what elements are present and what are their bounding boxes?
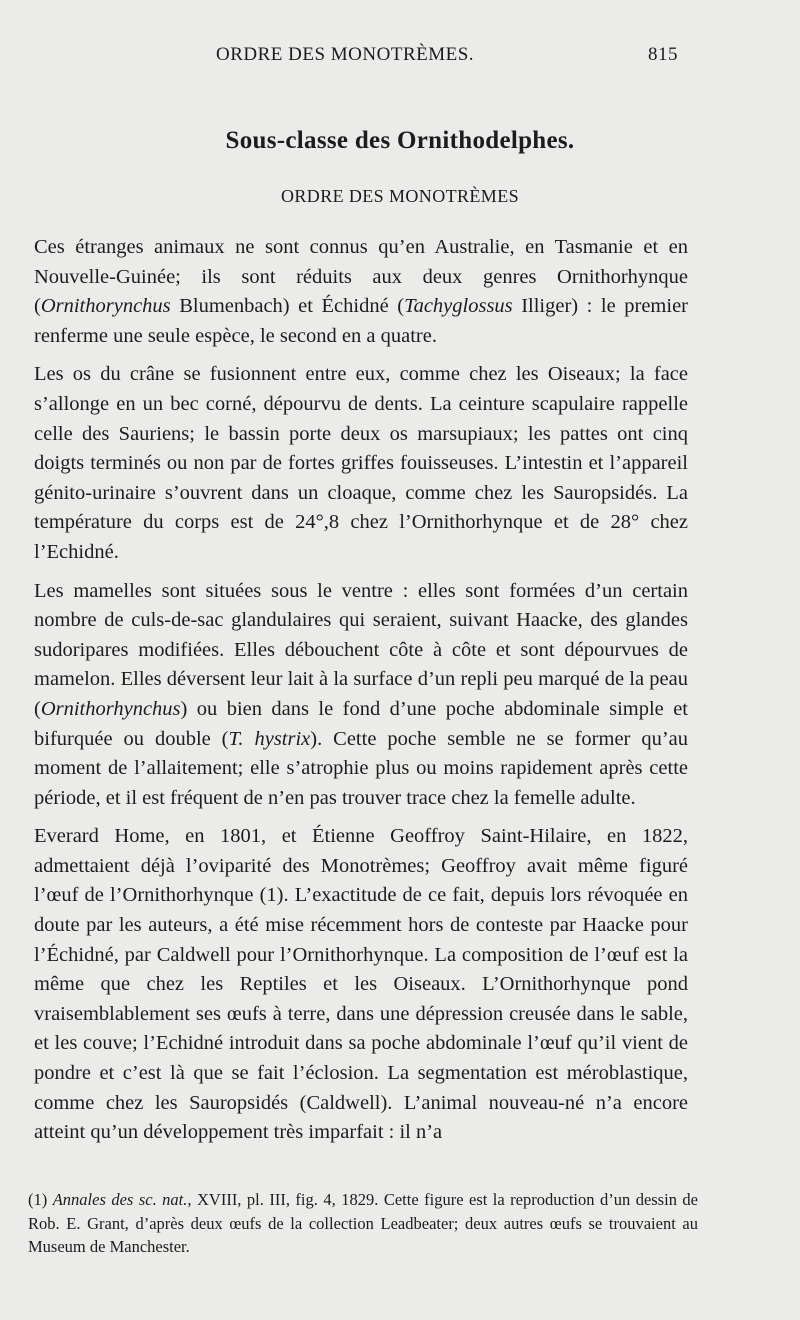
text-run: ) ou bien dans le fond d’une poche abdominale simple et bifurquée ou double ( <box>34 697 688 750</box>
paragraph-oviparity <box>34 822 688 1148</box>
italic-term: Ornithorynchus <box>40 295 171 318</box>
text-run: Ces étranges animaux ne sont connus qu’en Australie, en Tasmanie et en Nouvelle-Guinée; ils sont réduits aux deux genres Ornithorhynque ( <box>34 236 688 318</box>
body-text <box>34 233 688 1148</box>
italic-term: T. hystrix <box>228 727 311 750</box>
text-run: (1) <box>28 1190 53 1209</box>
footnote-text <box>28 1188 698 1259</box>
text-run: , XVIII, pl. III, fig. 4, 1829. Cette figure est la reproduction d’un dessin de Rob. E. Grant, d’après deux œufs de la collection Leadbeater; deux autres œufs se trouvaient au Museum de Manchester. <box>28 1190 698 1256</box>
text-run: Les os du crâne se fusionnent entre eux, comme chez les Oiseaux; la face s’allonge en un bec corné, dépourvu de dents. La ceinture scapulaire rappelle celle des Sauriens; le bassin porte deux os marsupiaux; les pattes ont cinq doigts terminés ou non par de fortes griffes fouisseuses. L’intestin et l’appareil génito-urinaire s’ouvrent dans un cloaque, comme chez les Sauropsidés. La température du corps est de 24°,8 chez l’Ornithorhynque et de 28° chez l’Echidné. <box>34 363 688 563</box>
subclass-heading: Sous-classe des Ornithodelphes. <box>225 127 575 154</box>
text-run: Blumenbach) et Échidné ( <box>170 295 405 318</box>
paragraph-anatomy <box>34 360 688 567</box>
running-header <box>0 44 800 74</box>
text-run: Les mamelles sont situées sous le ventre : elles sont formées d’un certain nombre de culs-de-sac glandulaires qui seraient, suivant Haacke, des glandes sudoripares modifiées. Elles débouchent côte à côte et sont dépourvues de mamelon. Elles déversent leur lait à la surface d’un repli peu marqué de la peau ( <box>34 579 688 720</box>
text-run: Illiger) : le premier renferme une seule espèce, le second en a quatre. <box>34 295 688 347</box>
running-title: ORDRE DES MONOTRÈMES. <box>216 44 475 65</box>
paragraph-mammary <box>34 577 688 814</box>
italic-term: Tachyglossus <box>404 295 513 318</box>
text-run: Everard Home, en 1801, et Étienne Geoffroy Saint-Hilaire, en 1822, admettaient déjà l’oviparité des Monotrèmes; Geoffroy avait même figuré l’œuf de l’Ornithorhynque (1). L’exactitude de ce fait, depuis lors révoquée en doute par les auteurs, a été mise récemment hors de conteste par Haacke pour l’Échidné, par Caldwell pour l’Ornithorhynque. La composition de l’œuf est la même que chez les Reptiles et les Oiseaux. L’Ornithorhynque pond vraisemblablement ses œufs à terre, dans une dépression creusée dans le sable, et les couve; l’Echidné introduit dans sa poche abdominale l’œuf qu’il vient de pondre et c’est là que se fait l’éclosion. La segmentation est méroblastique, comme chez les Sauropsidés (Caldwell). L’animal nouveau-né n’a encore atteint qu’un développement très imparfait : il n’a <box>34 825 688 1144</box>
order-heading: ORDRE DES MONOTRÈMES <box>280 186 520 206</box>
italic-term: Ornithorhynchus <box>40 697 181 720</box>
footnote <box>28 1188 698 1259</box>
italic-term: Annales des sc. nat. <box>52 1190 188 1209</box>
page-number: 815 <box>648 44 678 65</box>
paragraph-intro <box>34 233 688 351</box>
text-run: ). Cette poche semble ne se former qu’au moment de l’allaitement; elle s’atrophie plus ou moins rapidement après cette période, et il est fréquent de n’en pas trouver trace chez la femelle adulte. <box>34 727 688 809</box>
